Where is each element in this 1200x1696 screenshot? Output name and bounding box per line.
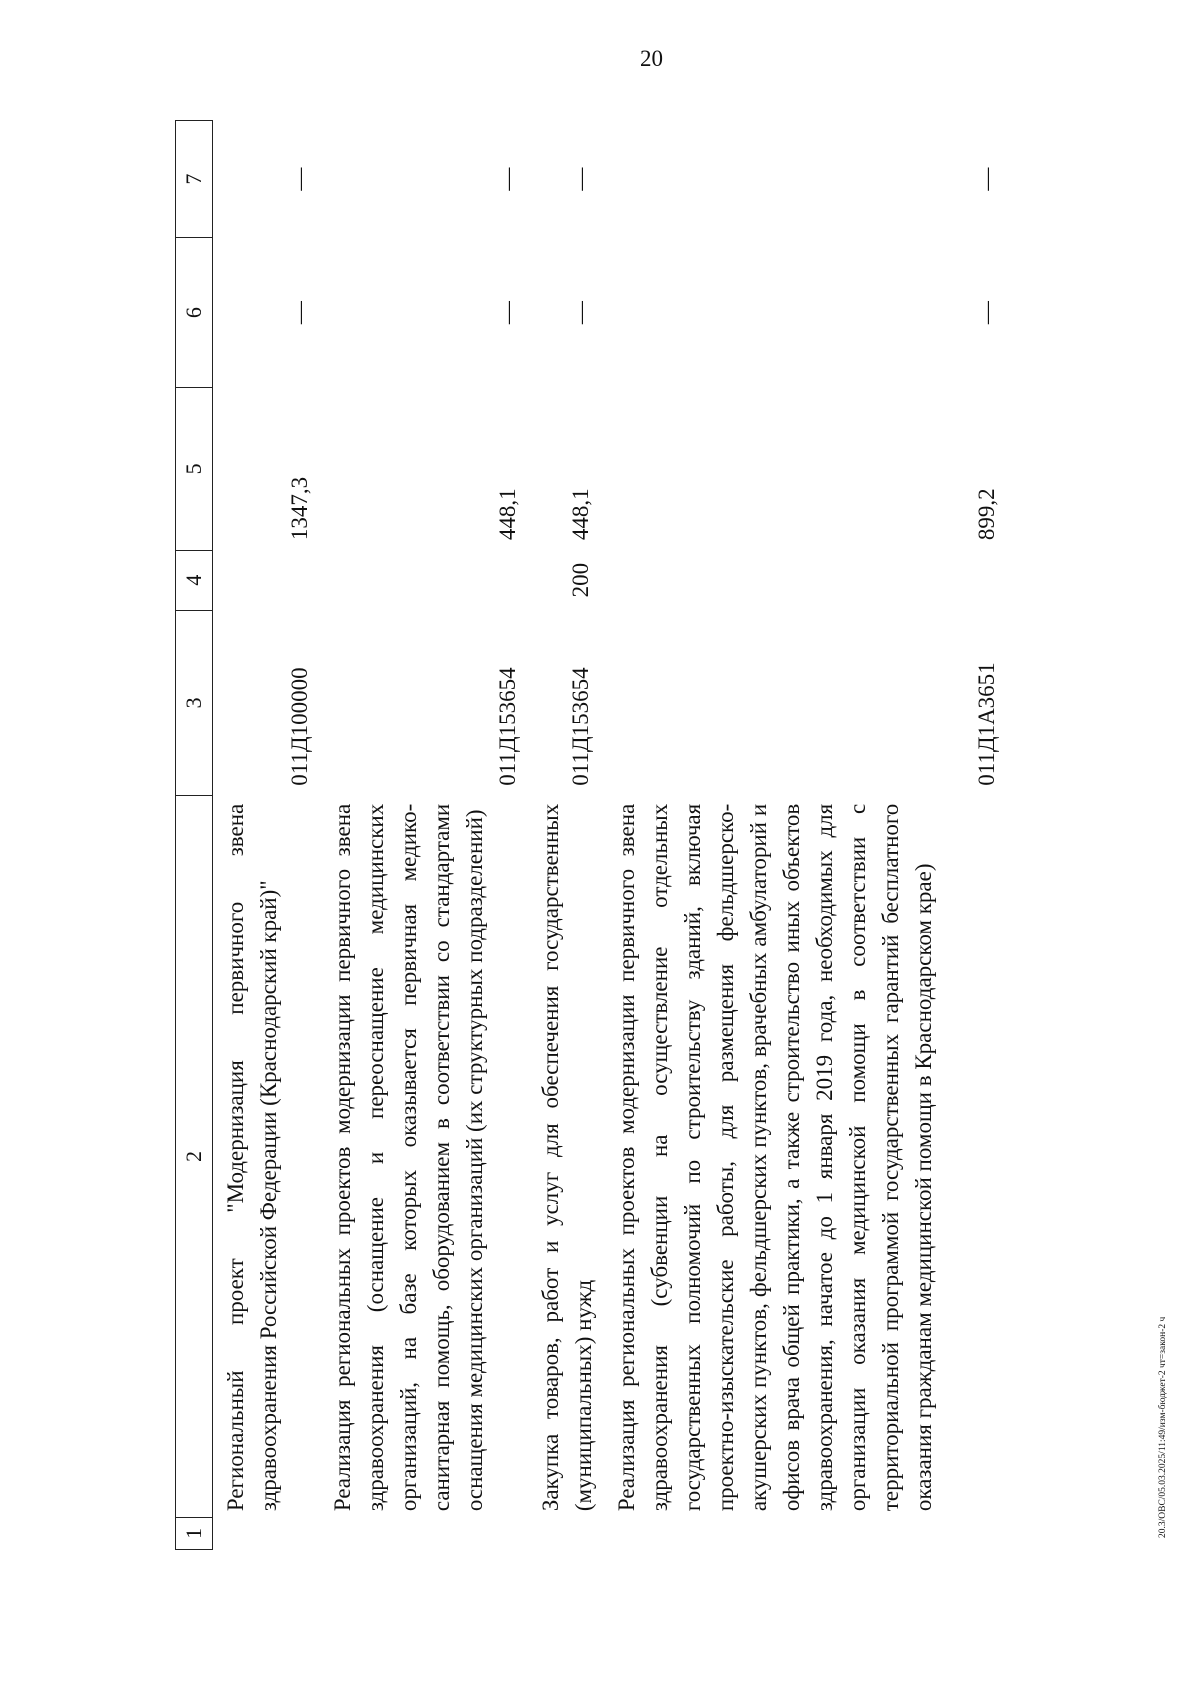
column-header: 7	[176, 121, 213, 238]
row-type	[600, 550, 1003, 610]
table-header-row	[176, 121, 213, 1550]
table-row	[316, 121, 524, 1550]
row-col7: —	[287, 167, 312, 191]
column-header: 6	[176, 238, 213, 388]
row-col7: —	[495, 167, 520, 191]
table-row	[213, 121, 317, 1550]
row-col6: —	[568, 301, 593, 325]
row-col6: —	[495, 301, 520, 325]
table-row	[524, 121, 600, 1550]
row-col7: —	[974, 167, 999, 191]
column-header: 2	[176, 796, 213, 1517]
row-amount: 1347,3	[287, 476, 312, 541]
budget-table	[175, 120, 1003, 1550]
row-description: Реализация региональных проектов модернизации первичного звена здравоохранения (оснащение и переоснащение медицинских организаций, на базе которых оказывается первичная медико-санитарная помощь, оборудованием в соответствии со стандартами оснащения медицинских организаций (их структурных подразделений)	[330, 803, 487, 1512]
footer-document-code: 20.3/ОВС/05.03.2025/11:49/изм-бюджет-2 чт=закон-2 ч	[1158, 1316, 1168, 1538]
column-header: 1	[176, 1517, 213, 1549]
row-description: Реализация региональных проектов модернизации первичного звена здравоохранения (субвенции на осуществление отдельных государственных полномочий по строительству зданий, включая проектно-изыскательские работы, для размещения фельдшерско-акушерских пунктов, фельдшерских пунктов, врачебных амбулаторий и офисов врача общей практики, а также строительство иных объектов здравоохранения, начатое до 1 января 2019 года, необходимых для организации оказания медицинской помощи в соответствии с территориальной программой государственных гарантий бесплатного оказания гражданам медицинской помощи в Краснодарском крае)	[614, 803, 936, 1512]
row-description: Закупка товаров, работ и услуг для обеспечения государственных (муниципальных) нужд	[538, 803, 596, 1512]
row-type	[213, 550, 317, 610]
column-header: 4	[176, 550, 213, 610]
row-amount: 448,1	[568, 488, 593, 541]
rotated-table-container	[175, 120, 1075, 1550]
column-header: 3	[176, 610, 213, 796]
row-amount: 899,2	[974, 488, 999, 541]
row-col6: —	[287, 301, 312, 325]
row-code: 011Д153654	[495, 667, 520, 786]
table-row	[600, 121, 1003, 1550]
row-col7: —	[568, 167, 593, 191]
row-code: 011Д153654	[568, 667, 593, 786]
row-type: 200	[568, 562, 593, 598]
row-amount: 448,1	[495, 488, 520, 541]
page-number: 20	[640, 46, 663, 71]
row-code: 011Д1А3651	[974, 662, 999, 786]
row-description: Региональный проект "Модернизация первичного звена здравоохранения Российской Федерации (Краснодарский край)"	[223, 803, 281, 1512]
row-col6: —	[974, 301, 999, 325]
row-code: 011Д100000	[287, 667, 312, 786]
row-type	[316, 550, 524, 610]
column-header: 5	[176, 387, 213, 550]
